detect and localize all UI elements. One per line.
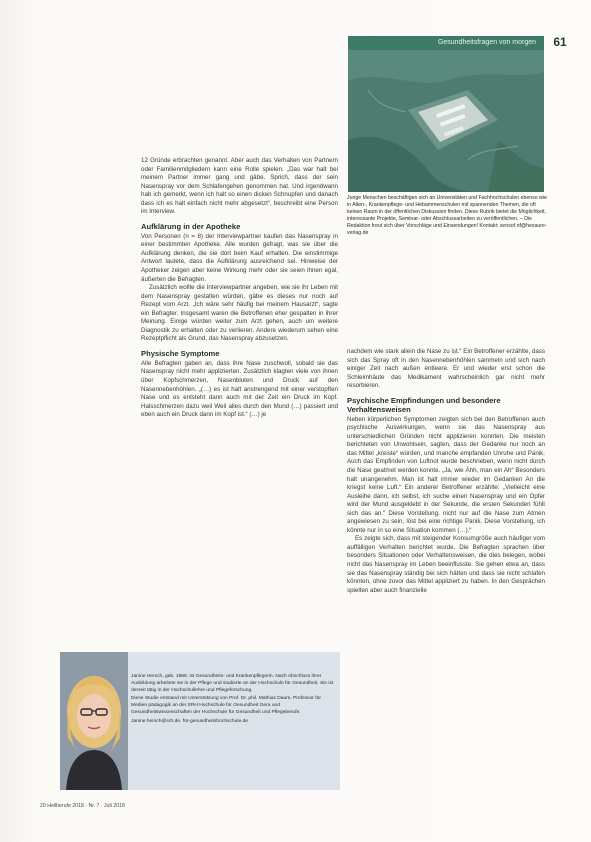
aerial-photo-illustration bbox=[348, 50, 544, 192]
article-column-right bbox=[347, 348, 545, 595]
article-column-left bbox=[141, 157, 338, 420]
bio-paragraph: Janine Hersch, geb. 1988, ist Gesundheits- und Krankenpflegerin. Nach Abschluss ihrer Ausbildung arbeitete sie in der Pflege und studierte an der Hochschule für Gesundheit. Sie ist derzeit tätig in der Hochschullehre und Pflegeforschung. bbox=[131, 674, 334, 694]
paragraph: Es zeigte sich, dass mit steigender Konsumgröße auch häufiger vom auffälligen Verhalten berichtet wurde. Die Befragten sprachen über besonders Situationen oder Verhaltensweisen, die dies belegen, wobei nicht das Nasenspray im Leben beeinflusste. Sie gehen etwa an, dass sie das Nasenspray ständig bei sich hätten und dass sie nicht schlafen könnten, ohne zuvor das Mittel appliziert zu haben. In den Gesprächen spielten aber auch finanzielle bbox=[347, 535, 545, 594]
page-number: 61 bbox=[553, 35, 567, 49]
paragraph: Von Personen (n = 8) der Interviewpartner kaufen das Nasenspray in einer bestimmten Apotheke. Alle wurden gefragt, was sie über die Aufklärung denken, die sie dort beim Kauf erhalten. Die einstimmige Antwort lautete, dass die Aufklärung ausreichend sei. Hinweise der Apotheker zeigen aber keine Wirkung mehr oder sie seien ihnen egal, äußerten die Befragten. bbox=[141, 232, 338, 283]
author-photo bbox=[60, 652, 128, 790]
paragraph: Alle Befragten gaben an, dass ihre Nase zuschwoll, sobald sie das Nasenspray nicht mehr applizierten. Zusätzlich klagten viele von ihnen über Kopfschmerzen, Nasenbluten und Druck auf den Nasennebenhöhlen. „(…) es ist halt anstrengend mit einer verstopften Nase und es entsteht dann auch mit der Zeit ein Druck im Kopf. Halsschmerzen dazu weil Weil alles durch den Mund (…) passiert und eben auch ein Druck dann im Kopf ist.“ (…) je bbox=[141, 359, 338, 419]
author-portrait-illustration bbox=[60, 652, 128, 790]
page-footer: 20 Heilberufe 2018 · Nr. 7 · Juli 2018 bbox=[40, 803, 125, 809]
photo-caption: Junge Menschen beschäftigen sich an Universitäten und Fachhochschulen ebenso wie in Alten-, Krankenpflege- und Hebammenschulen mit spannenden Themen, die oft keinen Raum in der öffentlichen Diskussion finden. Diese Rubrik bietet die Möglichkeit, interessante Projekte, Seminar- oder Abschlussarbeiten zu veröffentlichen. – Die Redaktion freut sich über Vorschläge und Einsendungen! Kontakt: sensof.nf@hexaure-verlag.de bbox=[347, 195, 547, 237]
paragraph: Neben körperlichen Symptomen zeigten sich bei den Betroffenen auch psychische Auswirkungen, wenn sie das Nasenspray aus unterschiedlichen Gründen nicht applizieren konnten. Die meisten berichteten von Unwohlsein, sagten, dass der Gedanke nur noch an das Mittel „kreiste“ würden, und manche empfanden Unruhe und Panik. Auch das Empfinden von Luftnot wurde beschrieben, wenn nicht durch die Nase geatmet werden konnte. „Ja, wie Ähh, man ein Ah“ Besonders halt unangenehm. Man ist halt immer wieder im Gedanken An die kriegst keine Luft.“ Ein anderer Betroffener erzählte: „Vielleicht eine Ausleihe dann, ich selbst, ich suche einen Nasenspray und ein Opfer wird der Mund ausgeklebt in der Sekunde, die ersten Sekunden fühlt sich das an.“ Diese Vorstellung, nicht nur auf die Nase zum Atmen angewiesen zu sein, löst bei eine richtige Panik. Diese Vorstellung, ich könnte nur in so eine Situation kommen (…).“ bbox=[347, 415, 545, 534]
paragraph: Zusätzlich wollte die Interviewpartner angeben, wie sie ihr Leben mit dem Nasenspray gestalten würden, gäbe es dieses nur noch auf Rezept vom Arzt. „Ich wäre sehr häufig bei meinem Hausarzt“, sagte ein Befragter. Insgesamt waren die Betroffenen eher gespalten in ihrer Meinung. Einige würden weiter zum Arzt gehen, auch um weitere Diagnostik zu erhalten oder zu verlieren. Andere wiederum sehen eine Rezeptpflicht als Grund, das Nasenspray abzusetzen. bbox=[141, 284, 338, 343]
aerial-photo bbox=[348, 50, 544, 192]
bio-contact: Janine.hersch@srh.de, für-gesundheitshochschule.de bbox=[131, 718, 248, 724]
section-title: Gesundheitsfragen von morgen bbox=[437, 39, 536, 46]
section-heading: Psychische Empfindungen und besondere Verhaltensweisen bbox=[347, 395, 501, 414]
author-bio bbox=[131, 673, 337, 726]
section-heading: Aufklärung in der Apotheke bbox=[141, 221, 241, 231]
bio-paragraph: Diese Studie entstand mit Unterstützung von Prof. Dr. phil. Mathias Daum, Professor für Medien pädagogik an der SRH Hochschule für Gesundheit Gera und Gesundheitswissenschaften der Hochschule für Gesundheit und Pflegeberufe. bbox=[131, 696, 322, 716]
section-heading: Physische Symptome bbox=[141, 348, 220, 358]
paragraph: 12 Gründe erbrachten genannt. Aber auch das Verhalten von Partnern oder Familienmitgliedern kann eine Rolle spielen. „Das war halt bei meinem Partner immer gang und gäbe. Sprich, dass der sein Nasenspray vor dem Schlafengehen genommen hat. Und irgendwann hab ich gemerkt, wenn ich halt so einen dicken Schnupfen und danach dass ich es halt einfach nicht mehr abgesetzt“, beschreibt eine Person im Interview. bbox=[141, 157, 338, 216]
paragraph: nachdem wie stark allein die Nase zu ist.“ Ein Betroffener erzählte, dass sich das Spray oft in den Nasennebenhöhlen sammeln und sich nach einiger Zeit nach außen entleere. Er und wieder erst schon die Schleimhäute das Medikament wahrscheinlich gar nicht mehr resorbieren. bbox=[347, 348, 545, 390]
